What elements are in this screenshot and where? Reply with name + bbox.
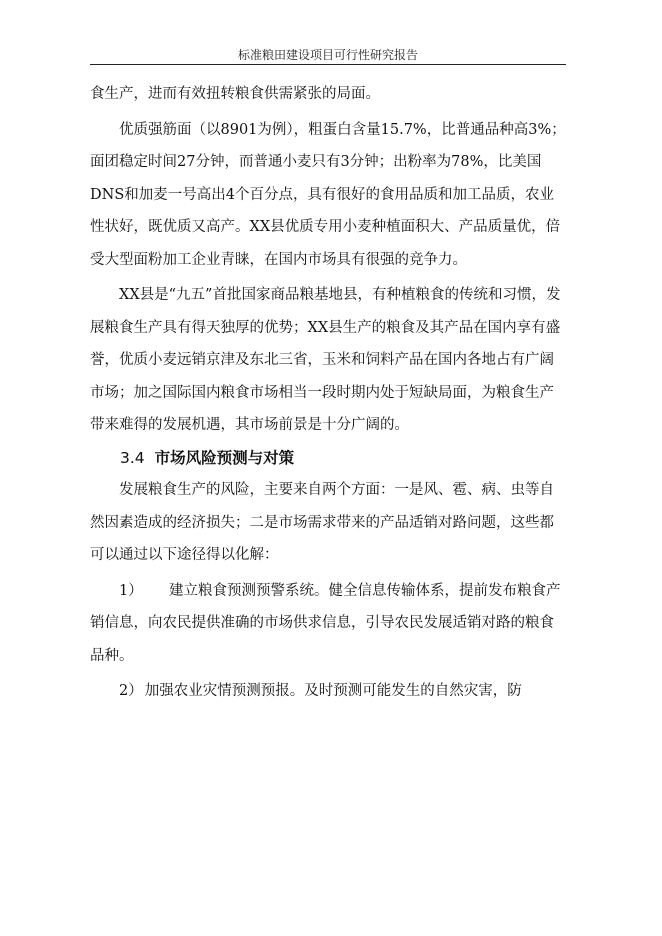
paragraph-continued: 食生产，进而有效扭转粮食供需紧张的局面。 <box>90 86 380 102</box>
list-item-text: 加强农业灾情预测预报。及时预测可能发生的自然灾害，防 <box>144 683 522 699</box>
list-item-marker: 2） <box>119 683 143 699</box>
paragraph-wheat-quality: 优质强筋面（以8901为例），粗蛋白含量15.7%，比普通品种高3%；面团稳定时间27分钟，而普通小麦只有3分钟；出粉率为78%，比美国DNS和加麦一号高出4个百分点，具有很好的食用品质和加工品质，农业性状好，既优质又高产。XX县优质专用小麦种植面积大、产品质量优，倍受大型面粉加工企业青睐，在国内市场具有很强的竞争力。 <box>90 121 566 268</box>
body-text <box>90 78 566 708</box>
list-item <box>90 575 566 673</box>
header-rule <box>90 64 566 65</box>
section-heading <box>90 442 566 475</box>
section-title: 市场风险预测与对策 <box>154 448 295 467</box>
list-item-marker: 1） <box>119 582 143 599</box>
section-intro: 发展粮食生产的风险，主要来自两个方面：一是风、雹、病、虫等自然因素造成的经济损失；二是市场需求带来的产品适销对路问题，这些都可以通过以下途径得以化解： <box>90 482 554 563</box>
section-number: 3.4 <box>120 448 145 467</box>
list-item <box>90 675 566 708</box>
running-header: 标准粮田建设项目可行性研究报告 <box>237 48 418 62</box>
list-item-text: 建立粮食预测预警系统。健全信息传输体系，提前发布粮食产销信息，向农民提供准确的市场供求信息，引导农民发展适销对路的粮食品种。 <box>90 582 561 664</box>
paragraph-county-advantage: XX县是“九五”首批国家商品粮基地县，有种植粮食的传统和习惯，发展粮食生产具有得天独厚的优势；XX县生产的粮食及其产品在国内享有盛誉，优质小麦远销京津及东北三省，玉米和饲料产品在国内各地占有广阔市场；加之国际国内粮食市场相当一段时期内处于短缺局面，为粮食生产带来难得的发展机遇，其市场前景是十分广阔的。 <box>90 287 561 433</box>
